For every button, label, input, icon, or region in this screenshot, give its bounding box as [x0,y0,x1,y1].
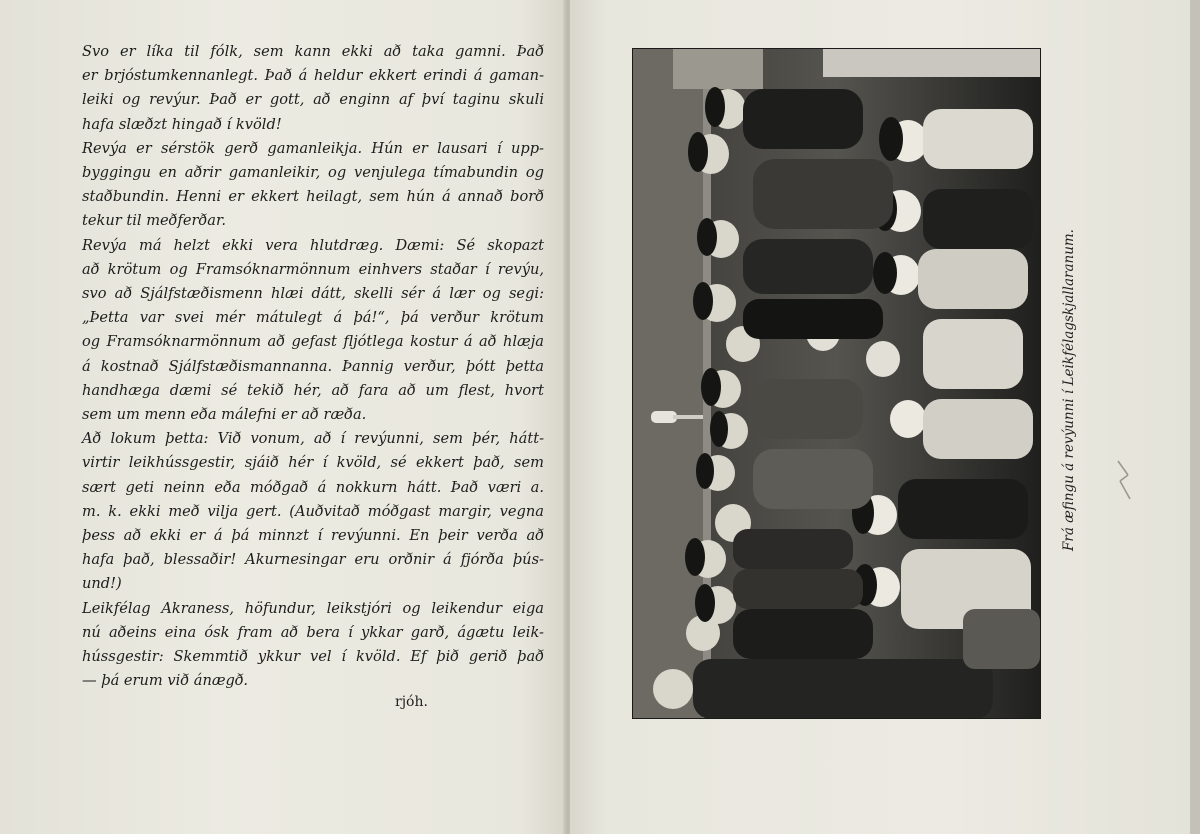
text-line: að krötum og Framsóknarmönnum einhvers staðar í revýu, [82,260,544,278]
text-line: sært geti neinn eða móðgað á nokkurn hátt. Það væri a. [82,478,544,496]
author-signature: rjóh. [395,694,428,710]
paragraph-4 [82,427,544,596]
pencil-mark [1112,455,1136,505]
group-photograph [632,48,1041,719]
text-line: staðbundin. Henni er ekkert heilagt, sem hún á annað borð [82,188,544,206]
text-line: og Framsóknarmönnum að gefast fljótlega kostur á að hlæja [82,333,544,351]
text-line: — þá erum við ánægð. [82,672,249,690]
photo-illustration [633,49,1040,718]
text-line: svo að Sjálfstæðismenn hlæi dátt, skelli sér á lær og segi: [82,285,544,303]
text-line: „Þetta var svei mér mátulegt á þá!“, þá verður krötum [82,309,544,327]
text-line: hafa það, blessaðir! Akurnesingar eru orðnir á fjórða þús- [82,551,544,569]
text-line: virtir leikhússgestir, sjáið hér í kvöld, sé ekkert það, sem [82,454,544,472]
text-line: Leikfélag Akraness, höfundur, leikstjóri og leikendur eiga [82,599,544,617]
paragraph-2 [82,137,544,234]
text-line: þess að ekki er á þá minnzt í revýunni. En þeir verða að [82,527,544,545]
text-line: und!) [82,575,122,593]
caption-text: Frá æfingu á revýunni í Leikfélagskjallaranum. [1061,229,1077,551]
text-line: leiki og revýur. Það er gott, að enginn af því taginu skuli [82,91,544,109]
text-line: byggingu en aðrir gamanleikir, og venjulega tímabundin og [82,164,544,182]
paragraph-3 [82,234,544,428]
text-line: m. k. ekki með vilja gert. (Auðvitað móðgast margir, vegna [82,502,544,520]
text-line: Að lokum þetta: Við vonum, að í revýunni, sem þér, hátt- [82,430,544,448]
paragraph-1 [82,40,544,137]
photo-caption [1054,200,1084,580]
text-line: hússgestir: Skemmtið ykkur vel í kvöld. Ef þið gerið það [82,648,544,666]
text-line: nú aðeins eina ósk fram að bera í ykkar garð, ágætu leik- [82,623,544,641]
body-text [82,40,544,693]
left-page [0,0,566,834]
text-line: tekur til meðferðar. [82,212,226,230]
text-line: á kostnað Sjálfstæðismannanna. Þannig verður, þótt þetta [82,357,544,375]
text-line: Revýa má helzt ekki vera hlutdræg. Dæmi: Sé skopazt [82,236,544,254]
text-line: hafa slæðzt hingað í kvöld! [82,115,282,133]
text-line: Svo er líka til fólk, sem kann ekki að taka gamni. Það [82,43,544,60]
text-line: sem um menn eða málefni er að ræða. [82,406,367,424]
text-line: er brjóstumkennanlegt. Það á heldur ekkert erindi á gaman- [82,67,544,85]
text-line: Revýa er sérstök gerð gamanleikja. Hún er lausari í upp- [82,139,544,157]
paragraph-5 [82,597,544,694]
text-line: handhæga dæmi sé tekið hér, að fara að um flest, hvort [82,381,544,399]
